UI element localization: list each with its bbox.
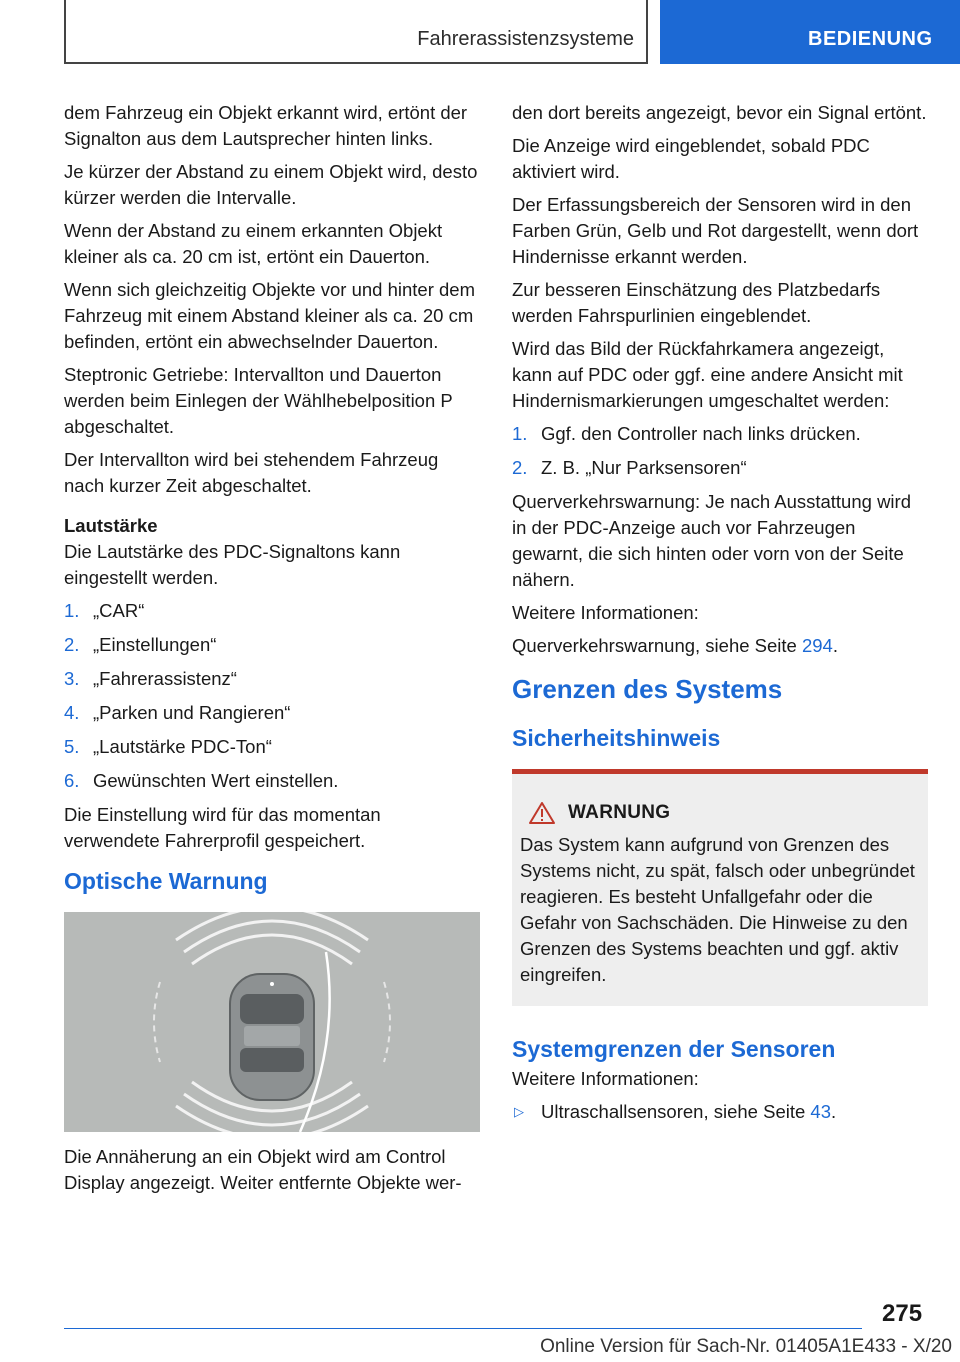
step-number: 2.: [512, 457, 528, 478]
link-prefix: Querverkehrswarnung, siehe Seite: [512, 635, 802, 656]
paragraph: Steptronic Getriebe: Intervallton und Dauerton werden beim Einlegen der Wählhebelposition P abgeschaltet.: [64, 364, 453, 437]
paragraph-with-link: [512, 633, 928, 659]
paragraph: Die Lautstärke des PDC-Signaltons kann eingestellt werden.: [64, 541, 401, 588]
footer-version-text: Online Version für Sach-Nr. 01405A1E433 - X/20: [540, 1336, 952, 1357]
bullet-suffix: .: [831, 1101, 837, 1122]
subheading-volume: Lautstärke: [64, 515, 158, 536]
paragraph: Die Einstellung wird für das momentan verwendete Fahrerprofil gespeichert.: [64, 804, 381, 851]
step-text: „Lautstärke PDC-Ton“: [93, 736, 272, 757]
paragraph: Weitere Informationen:: [512, 1068, 699, 1089]
page-number: 275: [882, 1300, 923, 1327]
page-link-43[interactable]: 43: [810, 1101, 831, 1122]
paragraph: Zur besseren Einschätzung des Platzbedarfs werden Fahrspurlinien eingeblendet.: [512, 279, 881, 326]
list-item: [512, 421, 928, 447]
step-text: „Einstellungen“: [93, 634, 217, 655]
heading-optical-warning: Optische Warnung: [64, 868, 268, 894]
left-column: [64, 100, 480, 1203]
step-number: 2.: [64, 634, 80, 655]
step-number: 5.: [64, 736, 80, 757]
paragraph: dem Fahrzeug ein Objekt erkannt wird, ertönt der Signalton aus dem Lautsprecher hinten links.: [64, 102, 468, 149]
step-number: 3.: [64, 668, 80, 689]
paragraph: Weitere Informationen:: [512, 602, 699, 623]
list-item: [64, 632, 480, 658]
section-title: Fahrerassistenzsysteme: [417, 28, 634, 50]
warning-text: Das System kann aufgrund von Grenzen des Systems nicht, zu spät, falsch oder unbegründet reagieren. Es besteht Unfallgefahr oder die Gefahr von Sachschäden. Die Hinweise zu den Grenzen des Systems beachten und ggf. aktiv eingreifen.: [520, 834, 915, 985]
pdc-display-figure: [64, 912, 480, 1132]
heading-system-limits: Grenzen des Systems: [512, 674, 783, 704]
step-number: 4.: [64, 702, 80, 723]
list-item: [64, 598, 480, 624]
step-text: „CAR“: [93, 600, 145, 621]
list-item: [64, 768, 480, 794]
step-text: „Fahrerassistenz“: [93, 668, 237, 689]
reference-list: [512, 1099, 928, 1125]
list-item: [64, 666, 480, 692]
list-item: [64, 700, 480, 726]
right-column: [512, 100, 928, 1133]
heading-safety-note: Sicherheitshinweis: [512, 725, 721, 751]
list-item: [512, 455, 928, 481]
warning-box: [512, 769, 928, 1006]
step-text: „Parken und Rangieren“: [93, 702, 291, 723]
list-item: [512, 1099, 928, 1125]
step-text: Ggf. den Controller nach links drücken.: [541, 423, 861, 444]
link-suffix: .: [832, 635, 838, 656]
warning-header: [520, 800, 920, 826]
paragraph: Querverkehrswarnung: Je nach Ausstattung wird in der PDC-Anzeige auch vor Fahrzeugen gewarnt, die sich hinten oder vorn von der Seite nähern.: [512, 491, 911, 590]
heading-sensor-limits: Systemgrenzen der Sensoren: [512, 1036, 836, 1062]
step-number: 1.: [512, 423, 528, 444]
step-number: 6.: [64, 770, 80, 791]
bullet-prefix: Ultraschallsensoren, siehe Seite: [541, 1101, 811, 1122]
list-item: [64, 734, 480, 760]
paragraph: Der Intervallton wird bei stehendem Fahrzeug nach kurzer Zeit abgeschaltet.: [64, 449, 439, 496]
warning-title: WARNUNG: [568, 802, 671, 823]
paragraph: Wird das Bild der Rückfahrkamera angezeigt, kann auf PDC oder ggf. eine andere Ansicht mit Hindernismarkierungen umgeschaltet werden:: [512, 338, 903, 411]
paragraph: Der Erfassungsbereich der Sensoren wird in den Farben Grün, Gelb und Rot dargestellt, wenn dort Hindernisse erkannt werden.: [512, 194, 919, 267]
paragraph: den dort bereits angezeigt, bevor ein Signal ertönt.: [512, 102, 927, 123]
step-text: Gewünschten Wert einstellen.: [93, 770, 339, 791]
paragraph: Wenn der Abstand zu einem erkannten Objekt kleiner als ca. 20 cm ist, ertönt ein Dauerton.: [64, 220, 443, 267]
camera-steps-list: [512, 421, 928, 481]
triangle-bullet-icon: ▷: [514, 1104, 524, 1119]
warning-triangle-icon: [528, 801, 556, 825]
paragraph: Je kürzer der Abstand zu einem Objekt wird, desto kürzer werden die Intervalle.: [64, 161, 478, 208]
volume-steps-list: [64, 598, 480, 794]
footer-divider: [64, 1328, 862, 1329]
paragraph: Die Annäherung an ein Objekt wird am Control Display angezeigt. Weiter entfernte Objekte wer-: [64, 1146, 462, 1193]
step-number: 1.: [64, 600, 80, 621]
header-chapter-box: [660, 0, 960, 64]
car-top-view-illustration: [64, 912, 480, 1132]
step-text: Z. B. „Nur Parksensoren“: [541, 457, 747, 478]
chapter-title: BEDIENUNG: [808, 28, 933, 50]
page-link-294[interactable]: 294: [801, 635, 833, 656]
paragraph: Die Anzeige wird eingeblendet, sobald PDC aktiviert wird.: [512, 135, 870, 182]
header-section-box: [64, 0, 648, 64]
paragraph: Wenn sich gleichzeitig Objekte vor und hinter dem Fahrzeug mit einem Abstand kleiner als ca. 20 cm befinden, ertönt ein abwechselnder Dauerton.: [64, 279, 475, 352]
